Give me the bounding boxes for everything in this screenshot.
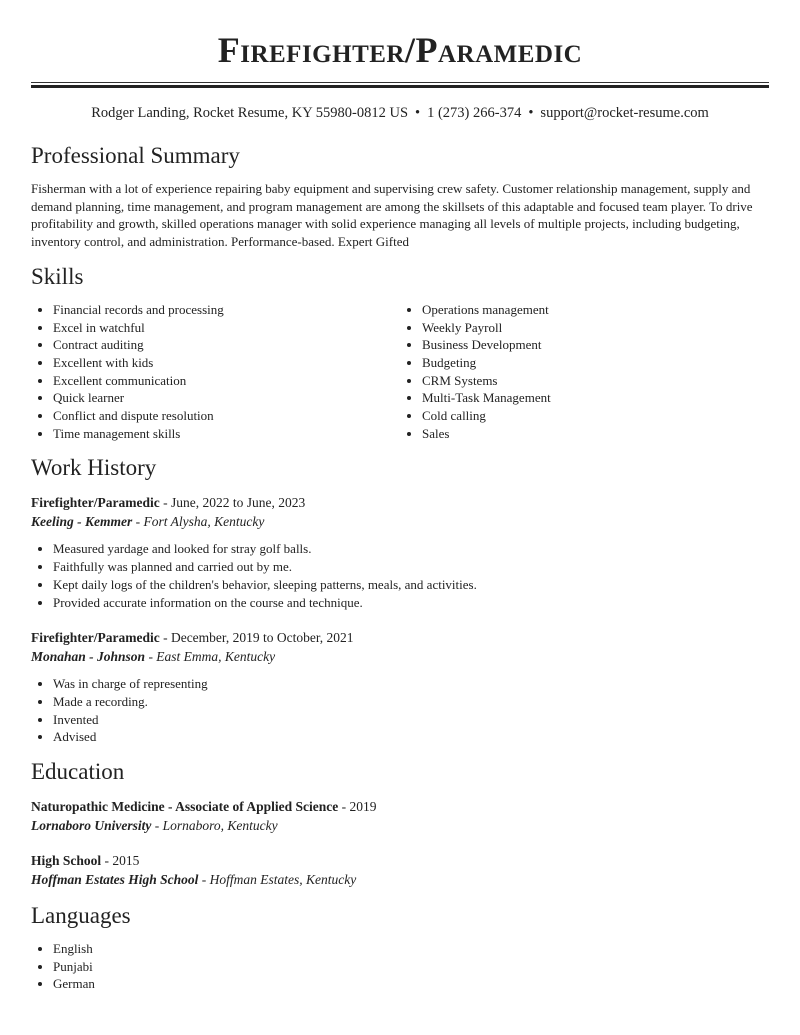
job-employer: [31, 647, 769, 667]
summary-heading: Professional Summary: [31, 143, 240, 168]
job-header: [31, 629, 769, 647]
job-title: Firefighter/Paramedic: [31, 630, 160, 646]
education-school-line: [31, 816, 769, 836]
title-divider-thin: [31, 82, 769, 83]
education-entry: [31, 798, 769, 836]
job-bullets: [31, 540, 769, 611]
job-bullet: • Kept daily logs of the children's behavior, sleeping patterns, meals, and activities.: [53, 576, 769, 594]
language-item: • English: [53, 940, 769, 958]
skill-item: • Time management skills: [53, 425, 400, 443]
job-company: Keeling - Kemmer: [31, 514, 133, 530]
skill-item: • Weekly Payroll: [422, 319, 769, 337]
job-location: - Fort Alysha, Kentucky: [132, 514, 265, 530]
job-location: - East Emma, Kentucky: [145, 649, 276, 665]
education-school: Lornaboro University: [31, 818, 152, 834]
job-dates: - December, 2019 to October, 2021: [159, 630, 354, 646]
languages-heading: Languages: [31, 903, 131, 929]
skill-item: • Business Development: [422, 336, 769, 354]
education-school-line: [31, 870, 769, 890]
skill-item: • Multi-Task Management: [422, 389, 769, 407]
job-dates: - June, 2022 to June, 2023: [159, 495, 306, 511]
education-entry: [31, 852, 769, 890]
contact-address: Rodger Landing, Rocket Resume, KY 55980-0812 US: [91, 105, 409, 121]
job-company: Monahan - Johnson: [31, 649, 146, 665]
job-bullet: • Advised: [53, 728, 769, 746]
job-header: [31, 494, 769, 512]
job-bullet: • Provided accurate information on the course and technique.: [53, 594, 769, 612]
languages-list: [31, 940, 769, 993]
language-item: • Punjabi: [53, 958, 769, 976]
skill-item: • CRM Systems: [422, 372, 769, 390]
skill-item: • Excellent communication: [53, 372, 400, 390]
contact-email: support@rocket-resume.com: [540, 105, 709, 121]
education-location: - Hoffman Estates, Kentucky: [198, 872, 357, 888]
skill-item: • Quick learner: [53, 389, 400, 407]
contact-separator: •: [415, 105, 421, 121]
education-year: - 2019: [338, 799, 377, 815]
work-history-heading: Work History: [31, 455, 157, 481]
job-bullet: • Measured yardage and looked for stray golf balls.: [53, 540, 769, 558]
skill-item: • Conflict and dispute resolution: [53, 407, 400, 425]
job-entry: [31, 629, 769, 746]
skills-list-right: [400, 301, 769, 443]
education-degree: Naturopathic Medicine - Associate of Applied Science: [31, 799, 339, 815]
contact-phone: 1 (273) 266-374: [427, 105, 522, 121]
skills-heading: Skills: [31, 263, 84, 289]
job-bullets: [31, 675, 769, 746]
education-location: - Lornaboro, Kentucky: [151, 818, 278, 834]
job-bullet: • Invented: [53, 711, 769, 729]
summary-text: Fisherman with a lot of experience repairing baby equipment and supervising crew safety. Customer relationship management, supply and demand planning, time management, and program management are among the skillsets of this adaptable and focused team player. To drive profitability and growth, skilled operations manager with solid experience managing all levels of multiple projects, including budgeting, inventory control, and administration. Performance-based. Expert Gifted: [31, 181, 753, 250]
education-year: - 2015: [101, 853, 140, 869]
skill-item: • Sales: [422, 425, 769, 443]
skill-item: • Budgeting: [422, 354, 769, 372]
contact-line: [31, 104, 769, 122]
education-header: [31, 798, 769, 816]
skills-columns: [31, 301, 769, 443]
job-title: Firefighter/Paramedic: [31, 495, 160, 511]
skill-item: • Excel in watchful: [53, 319, 400, 337]
job-bullet: • Was in charge of representing: [53, 675, 769, 693]
job-entry: [31, 494, 769, 611]
title-divider-thick: [31, 85, 769, 88]
skill-item: • Cold calling: [422, 407, 769, 425]
language-item: • German: [53, 975, 769, 993]
resume-title: Firefighter/Paramedic: [217, 30, 583, 70]
skill-item: • Contract auditing: [53, 336, 400, 354]
skills-list-left: [31, 301, 400, 443]
education-school: Hoffman Estates High School: [31, 872, 199, 888]
skill-item: • Excellent with kids: [53, 354, 400, 372]
skill-item: • Financial records and processing: [53, 301, 400, 319]
job-bullet: • Faithfully was planned and carried out by me.: [53, 558, 769, 576]
job-bullet: • Made a recording.: [53, 693, 769, 711]
job-employer: [31, 512, 769, 532]
education-header: [31, 852, 769, 870]
education-heading: Education: [31, 759, 125, 785]
education-degree: High School: [31, 853, 102, 869]
contact-separator: •: [528, 105, 534, 121]
skill-item: • Operations management: [422, 301, 769, 319]
